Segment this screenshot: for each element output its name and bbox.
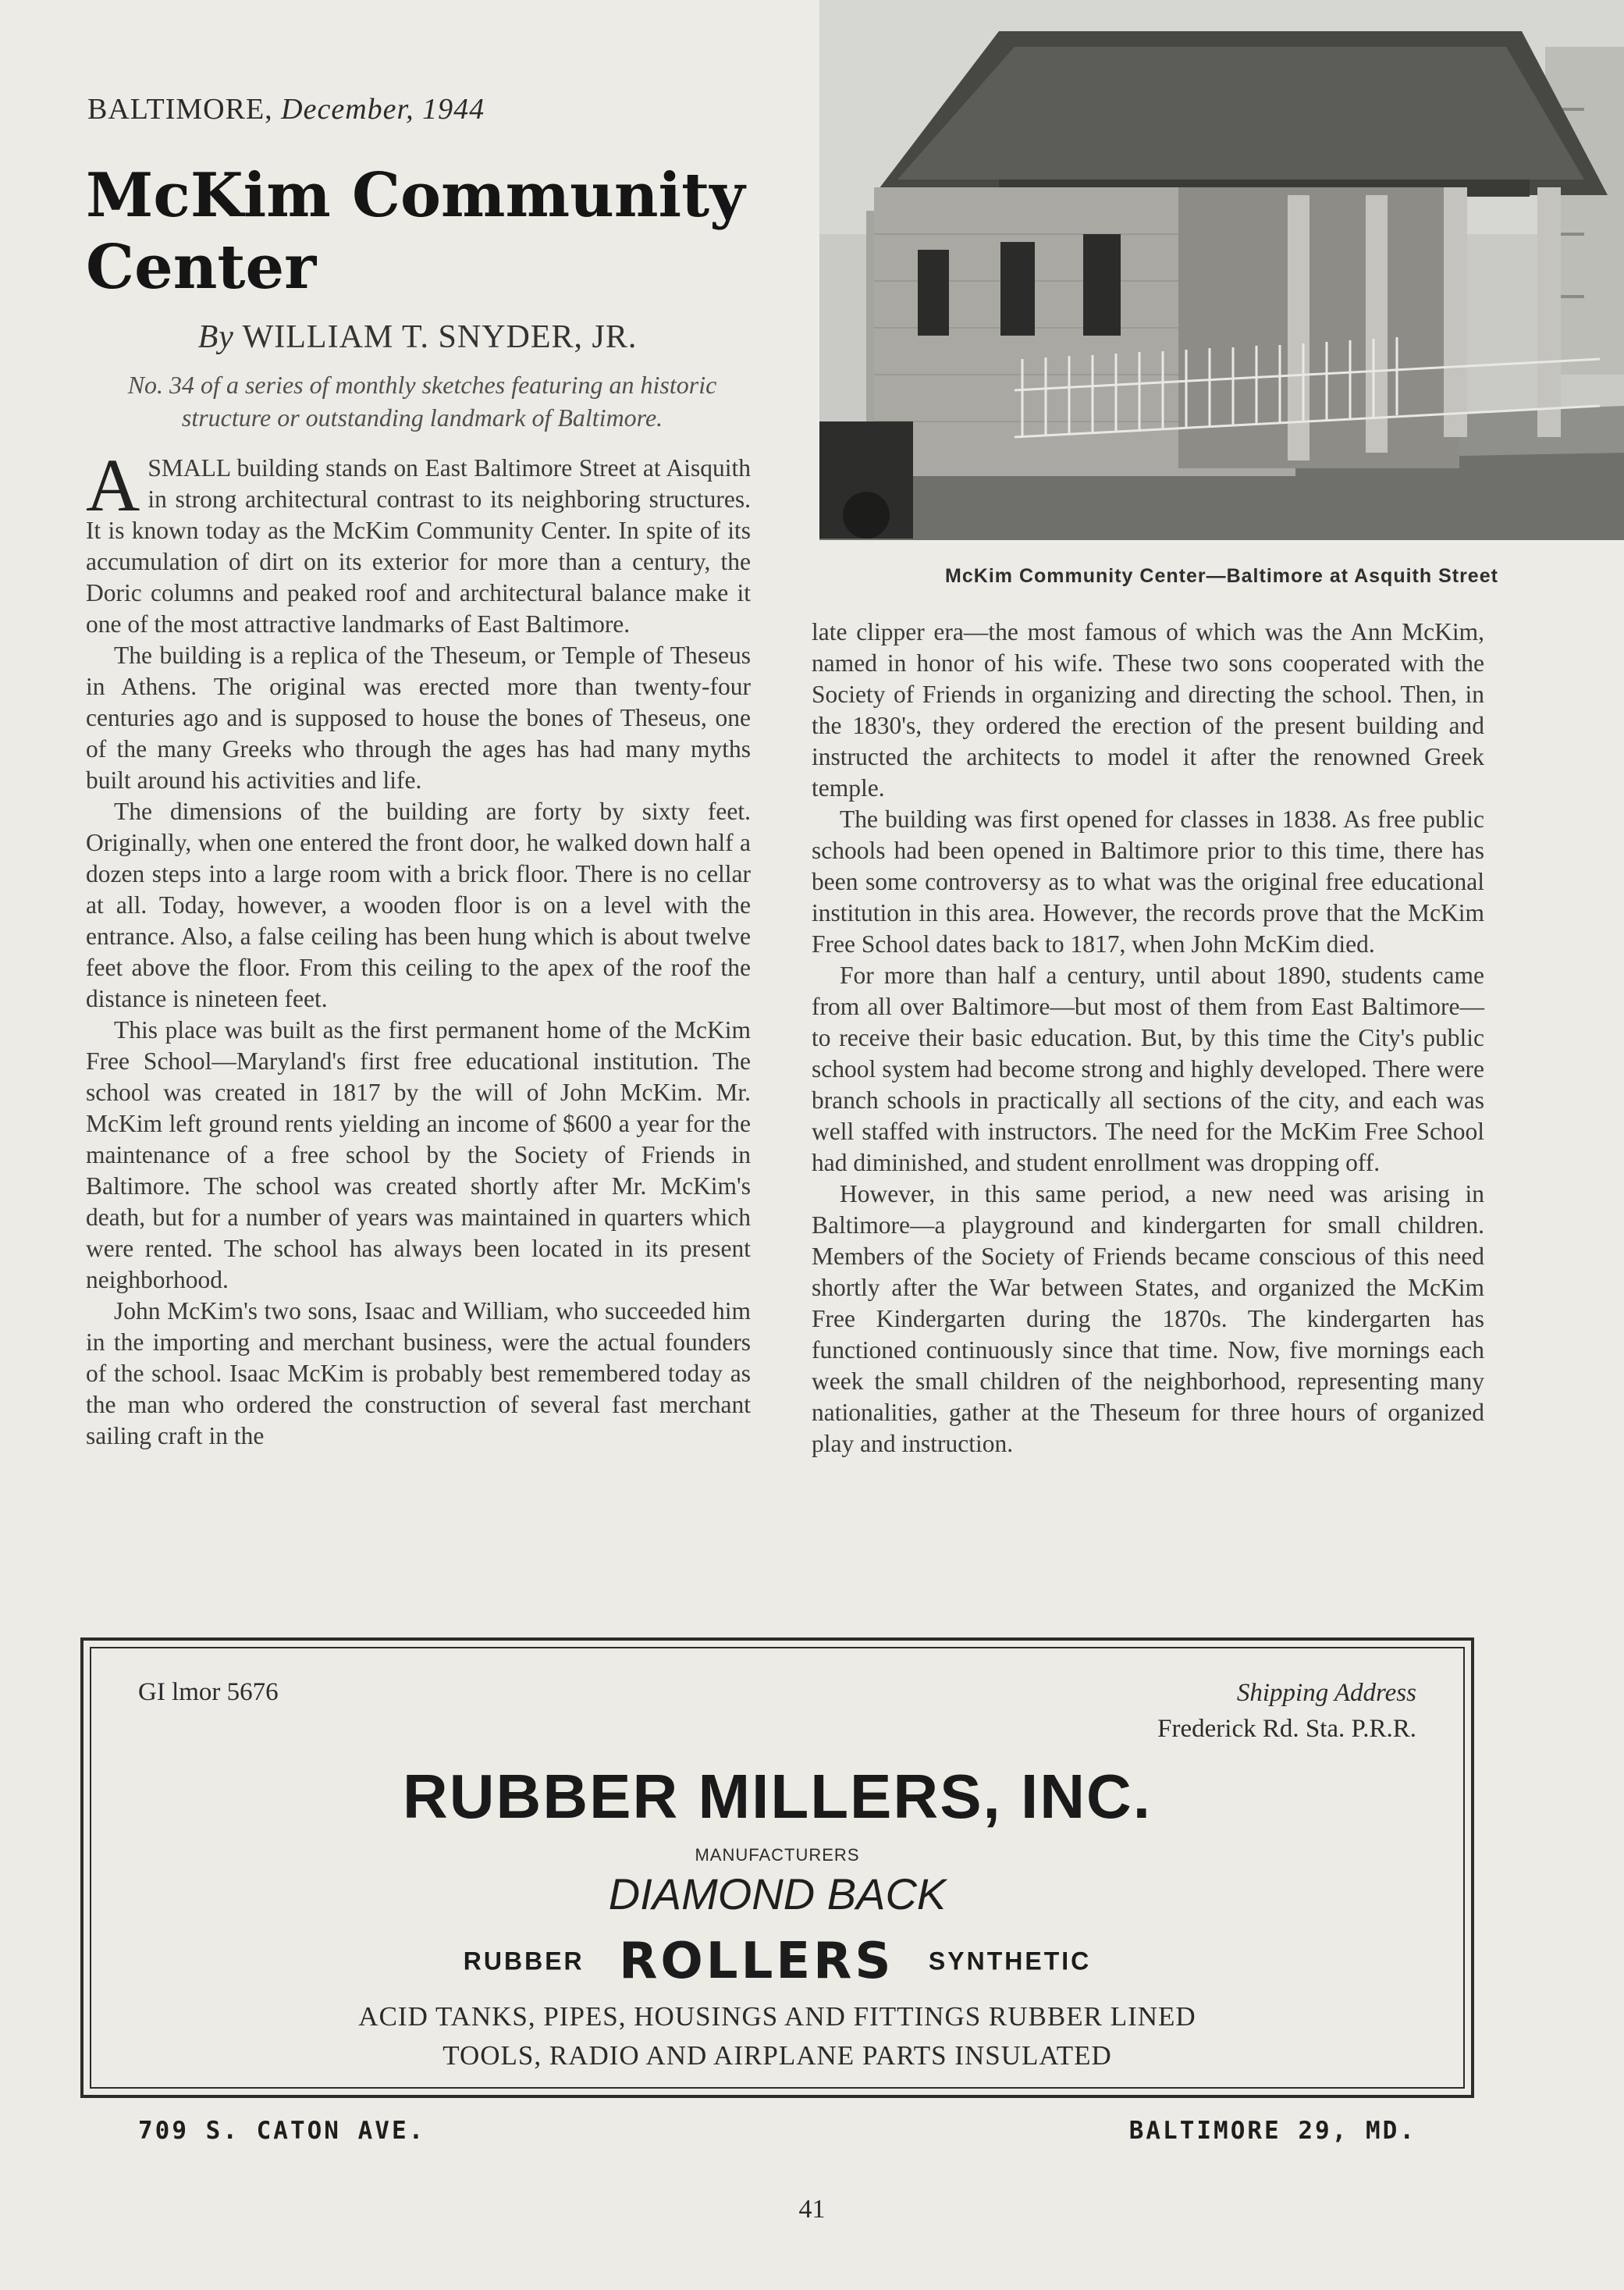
dateline-date: December, 1944 — [281, 93, 485, 126]
ad-shipping — [1157, 1675, 1416, 1747]
article-title: McKim Community Center — [86, 160, 745, 303]
ad-shipping-label: Shipping Address — [1236, 1679, 1416, 1707]
article-paragraph: late clipper era—the most famous of which was the Ann McKim, named in honor of his wife. These two sons cooperated with the Society of Friends in organizing and directing the school. Then, in the 1830's, they ordered the erection of the present building and instructed the architects to model it after the renowned Greek temple. — [812, 618, 1484, 802]
article-paragraph: However, in this same period, a new need was arising in Baltimore—a playground and kindergarten for small children. Members of the Society of Friends became conscious of this need shortly after the War between States, and organized the McKim Free Kindergarten during the 1870s. The kindergarten has functioned continuously since that time. Now, five mornings each week the small children of the neighborhood, representing many nationalities, gather at the Theseum for three hours of organized play and instruction. — [812, 1180, 1484, 1457]
article-paragraph: For more than half a century, until about 1890, students came from all over Baltimore—but most of them from East Baltimore—to receive their basic education. But, by this time the City's public school system had become strong and highly developed. There were branch schools in practically all sections of the city, and each was well staffed with instructors. The need for the McKim Free School had diminished, and student enrollment was dropping off. — [812, 962, 1484, 1176]
advertisement-inner-border — [90, 1647, 1465, 2145]
ad-manufacturers: MANUFACTURERS — [695, 1845, 860, 1865]
series-note: No. 34 of a series of monthly sketches featuring an historic structure or outstanding landmark of Baltimore. — [127, 371, 717, 432]
ad-shipping-address: Frederick Rd. Sta. P.R.R. — [1157, 1715, 1416, 1743]
article-paragraph: John McKim's two sons, Isaac and William, who succeeded him in the importing and merchant business, were the actual founders of the school. Isaac McKim is probably best remembered today as the man who ordered the construction of several fast merchant sailing craft in the — [86, 1297, 751, 1449]
article-paragraph: ASMALL building stands on East Baltimore Street at Aisquith in strong architectural contrast to its neighboring structures. It is known today as the McKim Community Center. In spite of its accumulation of dirt on its exterior for more than a century, the Doric columns and peaked roof and architectural balance make it one of the most attractive landmarks of East Baltimore. — [86, 443, 751, 638]
photo-caption: McKim Community Center—Baltimore at Asquith Street — [945, 565, 1498, 587]
dateline-city: BALTIMORE, — [87, 93, 273, 126]
ad-line-1: ACID TANKS, PIPES, HOUSINGS AND FITTINGS RUBBER LINED — [358, 2001, 1196, 2032]
advertisement — [80, 1637, 1474, 2145]
article-paragraph: The building is a replica of the Theseum, or Temple of Theseus in Athens. The original was erected more than twenty-four centuries ago and is supposed to house the bones of Theseus, one of the many Greeks who through the ages has had many myths built around his activities and life. — [86, 642, 751, 794]
ad-product: ROLLERS — [619, 1933, 894, 1990]
ad-right-word: SYNTHETIC — [928, 1947, 1092, 1975]
article-paragraph: This place was built as the first permanent home of the McKim Free School—Maryland's first free educational institution. The school was created in 1817 by the will of John McKim. Mr. McKim left ground rents yielding an income of $600 a year for the maintenance of a free school by the Society of Friends in Baltimore. The school was created shortly after Mr. McKim's death, but for a number of years was maintained in quarters which were rented. The school has always been located in its present neighborhood. — [86, 1016, 751, 1293]
author-name: WILLIAM T. SNYDER, JR. — [242, 319, 638, 355]
ad-brand: DIAMOND BACK — [608, 1869, 947, 1918]
building-photo — [819, 0, 1624, 540]
ad-phone: GI lmor 5676 — [138, 1678, 279, 1706]
article-column-left — [86, 443, 751, 1452]
ad-address: 709 S. CATON AVE. — [138, 2117, 426, 2145]
dateline — [87, 92, 759, 126]
drop-cap: A — [86, 443, 140, 527]
ad-line-2: TOOLS, RADIO AND AIRPLANE PARTS INSULATED — [442, 2040, 1112, 2071]
page-number: 41 — [798, 2195, 826, 2224]
building-photo-illustration — [819, 0, 1624, 540]
byline-prefix: By — [197, 319, 234, 355]
article-column-right — [812, 617, 1484, 1460]
article-paragraph: The building was first opened for classes in 1838. As free public schools had been opened in Baltimore prior to this time, there has been some controversy as to what was the original free educational institution in this area. However, the records prove that the McKim Free School dates back to 1817, when John McKim died. — [812, 805, 1484, 958]
article-paragraph: The dimensions of the building are forty by sixty feet. Originally, when one entered the front door, he walked down half a dozen steps into a large room with a brick floor. There is no cellar at all. Today, however, a wooden floor is on a level with the entrance. Also, a false ceiling has been hung which is about twelve feet above the floor. From this ceiling to the apex of the roof the distance is nineteen feet. — [86, 798, 751, 1012]
ad-left-word: RUBBER — [463, 1947, 585, 1975]
ad-company-name: RUBBER MILLERS, INC. — [403, 1762, 1152, 1831]
byline — [86, 318, 749, 356]
ad-city: BALTIMORE 29, MD. — [1128, 2117, 1416, 2145]
ad-product-row — [91, 1933, 1463, 1990]
